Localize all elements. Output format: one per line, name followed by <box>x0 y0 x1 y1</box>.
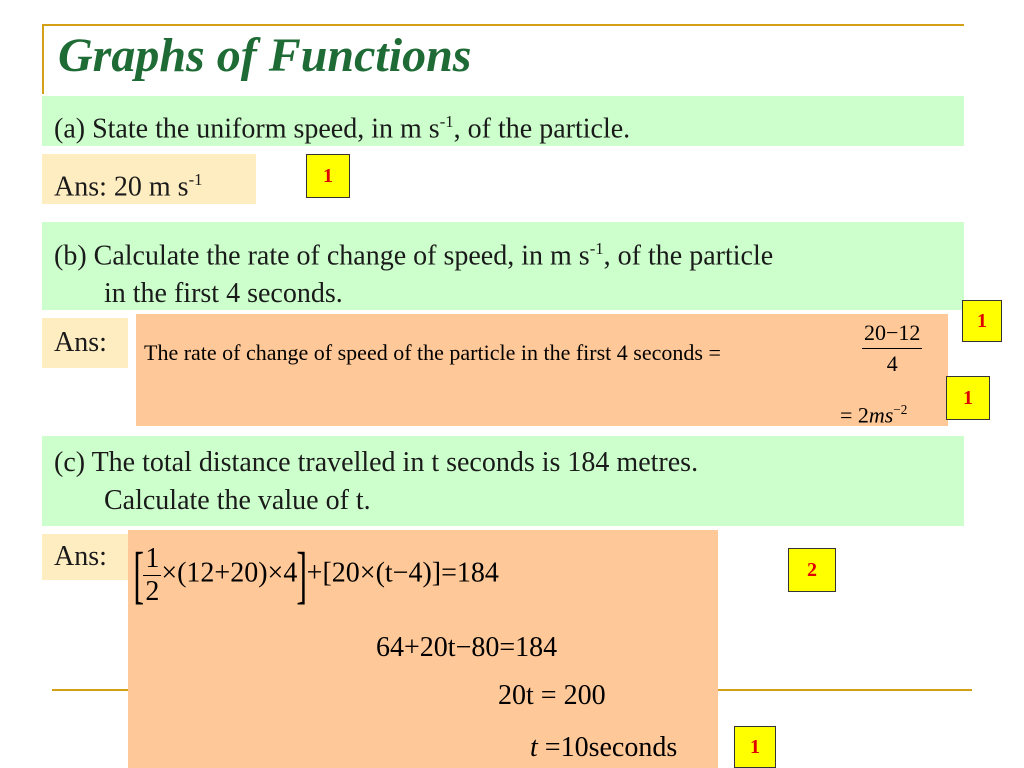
answer-c-label: Ans: <box>42 534 128 580</box>
working-c-eq1-numerator: 1 <box>145 542 160 574</box>
working-b-denominator: 4 <box>862 348 922 379</box>
working-b-result <box>840 396 907 429</box>
working-c-eq1-term1: ×(12+20)×4 <box>161 557 298 589</box>
mark-badge-a: 1 <box>306 154 350 198</box>
working-c-eq1 <box>134 540 499 610</box>
working-b-result-unit: ms <box>868 402 894 428</box>
working-b-result-sup: −2 <box>893 402 908 417</box>
working-b-fraction <box>862 318 922 379</box>
question-b-line1 <box>54 230 964 275</box>
working-c-eq4 <box>530 732 677 764</box>
question-b-text: (b) Calculate the rate of change of speed, in m s <box>54 240 590 272</box>
left-bracket-icon: [ <box>133 539 144 610</box>
working-c-eq4-value: =10seconds <box>537 732 678 763</box>
answer-a-text: Ans: 20 m s <box>54 171 189 203</box>
working-c-eq3: 20t = 200 <box>498 680 606 711</box>
right-bracket-icon: ] <box>296 539 308 610</box>
answer-a-sup: -1 <box>188 170 203 189</box>
working-b-text: The rate of change of speed of the particle in the first 4 seconds = <box>144 340 721 365</box>
answer-a-box <box>42 154 256 204</box>
question-a-text-end: , of the particle. <box>453 113 631 145</box>
working-c-eq1-denominator: 2 <box>145 575 160 607</box>
working-c-eq1-plus: + <box>306 557 323 589</box>
question-a-sup: -1 <box>439 112 454 131</box>
answer-b-label: Ans: <box>42 318 128 368</box>
question-a-box <box>42 96 964 146</box>
question-c-box <box>42 436 964 526</box>
question-c-line2: Calculate the value of t. <box>104 485 371 516</box>
working-b-result-value: = 2 <box>840 402 869 428</box>
question-b-sup: -1 <box>589 239 604 258</box>
working-b-box <box>136 314 948 426</box>
mark-badge-c2: 1 <box>734 726 776 768</box>
question-c-line1: (c) The total distance travelled in t seconds is 184 metres. <box>54 447 699 478</box>
working-c-eq4-var: t <box>530 732 538 763</box>
question-b-line2: in the first 4 seconds. <box>104 278 343 310</box>
question-b-box <box>42 222 964 310</box>
question-b-text-end: , of the particle <box>603 240 774 272</box>
working-c-eq1-term2: [20×(t−4)]=184 <box>322 557 499 589</box>
mark-badge-c1: 2 <box>788 548 836 592</box>
working-c-eq2: 64+20t−80=184 <box>376 632 558 663</box>
title-left-rule <box>42 24 44 94</box>
title-top-rule <box>42 24 964 26</box>
mark-badge-b2: 1 <box>946 376 990 420</box>
mark-badge-b1: 1 <box>962 300 1002 342</box>
question-a-text: (a) State the uniform speed, in m s <box>54 113 440 145</box>
page-title: Graphs of Functions <box>58 29 472 82</box>
working-b-numerator: 20−12 <box>864 320 921 345</box>
